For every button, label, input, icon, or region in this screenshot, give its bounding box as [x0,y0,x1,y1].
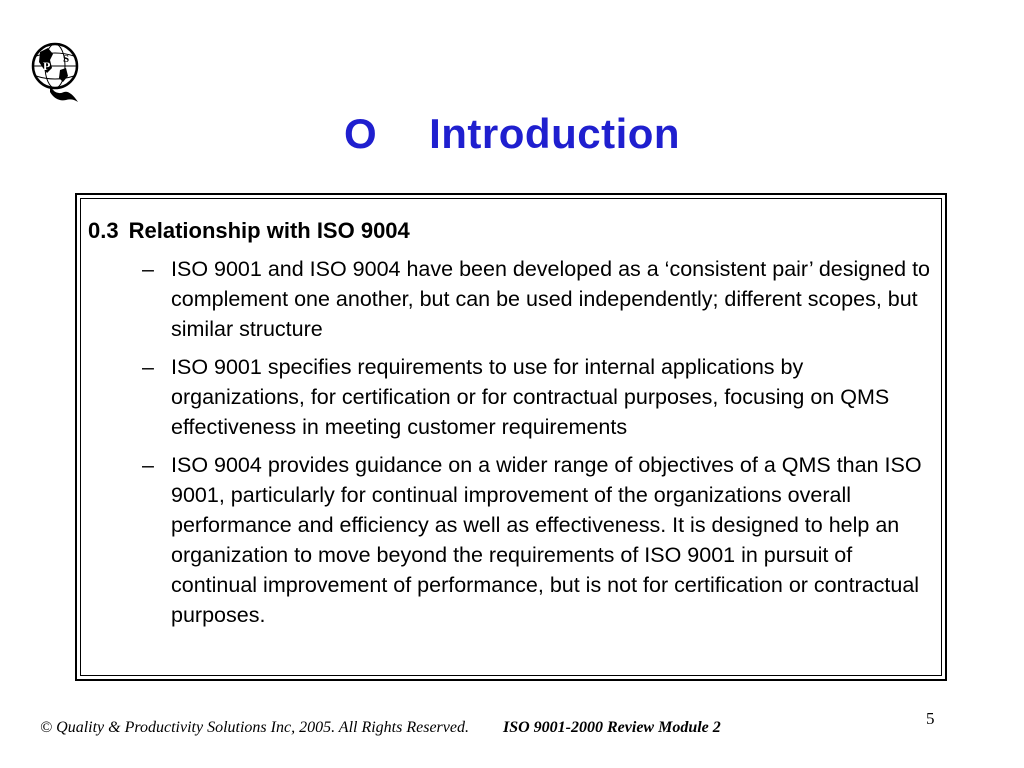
bullet-text: ISO 9001 and ISO 9004 have been developed as a ‘consistent pair’ designed to complement one another, but can be used independently; different scopes, but similar structure [171,257,931,341]
bullet-item [142,352,932,442]
section-number: 0.3 [88,218,119,243]
footer-module: ISO 9001-2000 Review Module 2 [502,719,721,736]
title-section-letter: O [343,110,378,157]
dash-bullet-icon: – [142,257,154,281]
logo-letter-p: P [43,59,51,73]
footer [40,719,721,737]
bullet-text: ISO 9001 specifies requirements to use for internal applications by organizations, for certification or for contractual purposes, focusing on QMS effectiveness in meeting customer requirements [171,355,890,439]
dash-bullet-icon: – [142,453,154,477]
bullet-item [142,450,932,630]
slide-title [0,110,1024,158]
logo-letter-s: S [63,53,70,65]
globe-q-logo-icon [26,40,84,110]
bullet-text: ISO 9004 provides guidance on a wider range of objectives of a QMS than ISO 9001, particularly for continual improvement of the organizations overall performance and efficiency as well as effectiveness. It is designed to help an organization to move beyond the requirements of ISO 9001 in pursuit of continual improvement of performance, but is not for certification or contractual purposes. [171,453,922,627]
page-number: 5 [926,709,935,728]
section-heading-text: Relationship with ISO 9004 [128,218,410,243]
title-text: Introduction [429,110,681,157]
dash-bullet-icon: – [142,355,154,379]
section-heading [88,218,410,244]
bullet-item [142,254,932,344]
footer-copyright: © Quality & Productivity Solutions Inc, 2005. All Rights Reserved. [40,719,469,736]
